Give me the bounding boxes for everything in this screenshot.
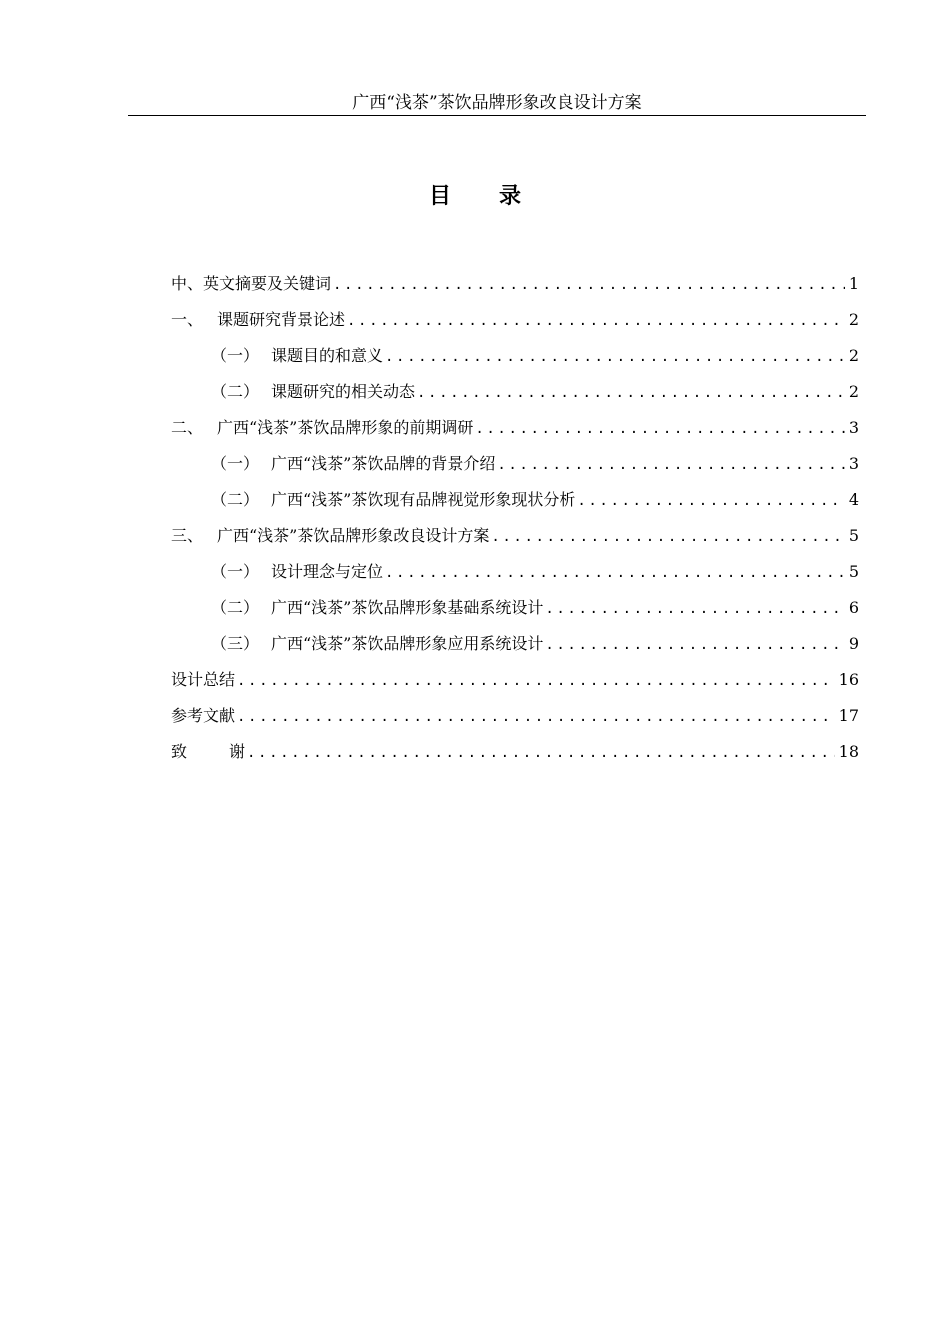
toc-entry-number: （二）	[211, 490, 260, 509]
toc-dot-leader	[385, 557, 845, 589]
toc-entry[interactable]	[171, 592, 859, 628]
toc-entry[interactable]	[171, 268, 859, 304]
toc-entry-number: （三）	[211, 634, 260, 653]
toc-dot-leader	[417, 377, 845, 409]
toc-entry-page: 2	[848, 346, 859, 365]
toc-dot-leader	[347, 305, 845, 337]
toc-entry-page: 17	[838, 706, 859, 725]
toc-entry-number: 三、	[171, 526, 204, 545]
toc-dot-leader	[577, 485, 844, 517]
toc-entry-thanks[interactable]	[171, 736, 859, 772]
toc-entry-number: （一）	[211, 562, 260, 581]
toc-entry-label	[171, 736, 245, 768]
toc-dot-leader	[333, 269, 845, 301]
toc-dot-leader	[497, 449, 844, 481]
toc-dot-leader	[491, 521, 844, 553]
toc-entry[interactable]	[171, 376, 859, 412]
toc-entry[interactable]	[171, 340, 859, 376]
toc-entry-label: 设计理念与定位	[271, 562, 384, 581]
toc-dot-leader	[545, 593, 844, 625]
toc-entry[interactable]	[171, 664, 859, 700]
toc-entry-label: 广西“浅茶”茶饮品牌形象应用系统设计	[271, 634, 544, 653]
toc-entry[interactable]	[171, 412, 859, 448]
toc-title	[0, 182, 950, 212]
toc-entry-page: 5	[848, 526, 859, 545]
thanks-char-1: 致	[171, 742, 188, 761]
toc-entry-label: 课题研究的相关动态	[271, 382, 416, 401]
toc-entry-page: 1	[848, 274, 859, 293]
toc-entry[interactable]	[171, 700, 859, 736]
toc-dot-leader	[545, 629, 844, 661]
toc-entry-page: 2	[848, 310, 859, 329]
toc-entry-label: 广西“浅茶”茶饮品牌形象基础系统设计	[271, 598, 544, 617]
toc-entry-page: 3	[848, 418, 859, 437]
toc-dot-leader	[237, 665, 835, 697]
toc-entry-label: 广西“浅茶”茶饮品牌形象改良设计方案	[217, 526, 490, 545]
toc-entry[interactable]	[171, 520, 859, 556]
toc-entry-label: 课题目的和意义	[271, 346, 384, 365]
toc-entry[interactable]	[171, 484, 859, 520]
toc-entry-label: 中、英文摘要及关键词	[171, 274, 332, 293]
toc-entry-number: 一、	[171, 310, 204, 329]
toc-entry-page: 9	[848, 634, 859, 653]
toc-entry-label: 设计总结	[171, 670, 236, 689]
toc-entry-page: 16	[838, 670, 859, 689]
toc-entry-number: （二）	[211, 598, 260, 617]
toc-entry-label: 广西“浅茶”茶饮品牌的背景介绍	[271, 454, 496, 473]
toc-entry-page: 6	[848, 598, 859, 617]
toc-entry-page: 3	[848, 454, 859, 473]
toc-entry[interactable]	[171, 628, 859, 664]
toc-entry-page: 2	[848, 382, 859, 401]
toc-entry-number: （一）	[211, 346, 260, 365]
header-rule	[128, 115, 866, 116]
toc-entry-page: 5	[848, 562, 859, 581]
toc-entry-label: 参考文献	[171, 706, 236, 725]
toc-dot-leader	[385, 341, 845, 373]
toc-dot-leader	[475, 413, 844, 445]
toc-entry-page: 4	[848, 490, 859, 509]
toc-title-char-2: 录	[499, 184, 522, 209]
toc-entry[interactable]	[171, 556, 859, 592]
toc-list	[171, 268, 859, 772]
toc-entry[interactable]	[171, 304, 859, 340]
thanks-char-2: 谢	[229, 742, 246, 761]
toc-title-char-1: 目	[428, 184, 451, 209]
toc-entry-label: 广西“浅茶”茶饮现有品牌视觉形象现状分析	[271, 490, 576, 509]
toc-entry[interactable]	[171, 448, 859, 484]
running-header: 广西“浅茶”茶饮品牌形象改良设计方案	[352, 93, 642, 113]
toc-entry-number: （一）	[211, 454, 260, 473]
toc-dot-leader	[237, 701, 835, 733]
toc-entry-label: 课题研究背景论述	[217, 310, 346, 329]
toc-dot-leader	[247, 737, 835, 769]
toc-entry-page: 18	[838, 742, 859, 761]
toc-entry-number: 二、	[171, 418, 204, 437]
toc-entry-number: （二）	[211, 382, 260, 401]
toc-entry-label: 广西“浅茶”茶饮品牌形象的前期调研	[217, 418, 474, 437]
